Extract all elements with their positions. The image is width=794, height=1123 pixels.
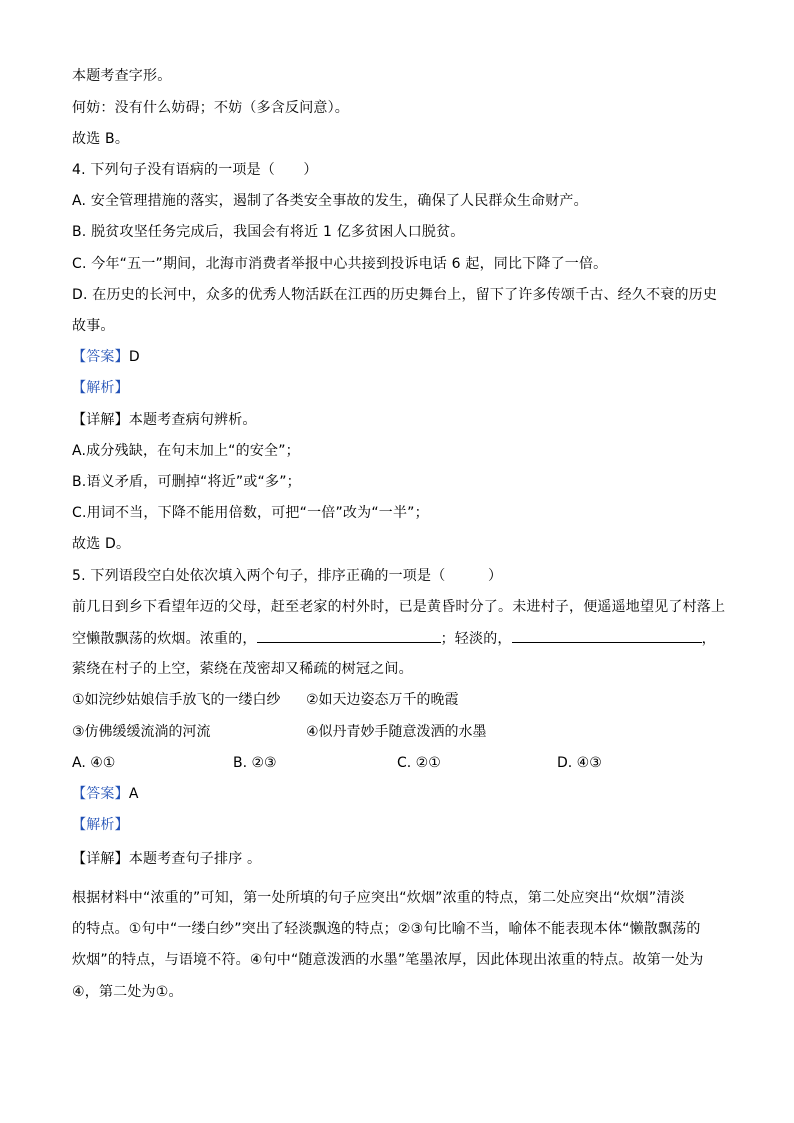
- analysis-tag: 【解析】: [72, 817, 129, 833]
- detail-tag: 【详解】: [72, 412, 129, 428]
- question-5-explanation-line-1: 根据材料中“浓重的”可知，第一处所填的句子应突出“炊烟”浓重的特点，第二处应突出“炊烟”清淡: [72, 890, 685, 906]
- detail-text: 本题考查句子排序 。: [128, 851, 262, 867]
- fill-blank-1: [257, 628, 441, 643]
- question-4-option-a: A. 安全管理措施的落实，遏制了各类安全事故的发生，确保了人民群众生命财产。: [72, 193, 588, 209]
- answer-tag: 【答案】: [72, 786, 129, 802]
- question-4-option-c: C. 今年“五一”期间，北海市消费者举报中心共接到投诉电话 6 起，同比下降了一倍。: [72, 256, 608, 272]
- question-5-answer: [72, 784, 139, 804]
- question-5-explanation-line-3: 炊烟”的特点，与语境不符。④句中“随意泼洒的水墨”笔墨浓厚，因此体现出浓重的特点。故第一处为: [72, 952, 704, 968]
- question-5-detail: [72, 849, 261, 869]
- passage-fragment: ，: [701, 631, 716, 647]
- answer-value: D: [128, 349, 140, 365]
- passage-fragment: 空懒散飘荡的炊烟。浓重的，: [72, 631, 257, 647]
- question-5-stem: 5. 下列语段空白处依次填入两个句子，排序正确的一项是（ ）: [72, 568, 503, 584]
- question-5-option-b: B. ②③: [233, 755, 277, 771]
- text-line: 本题考查字形。: [72, 68, 172, 84]
- question-4-explain-c: C.用词不当，下降不能用倍数，可把“一倍”改为“一半”；: [72, 505, 429, 521]
- answer-value: A: [128, 786, 139, 802]
- text-line: 何妨：没有什么妨碍；不妨（多含反问意）。: [72, 100, 349, 116]
- question-4-option-d-cont: 故事。: [72, 318, 115, 334]
- question-4-option-d: D. 在历史的长河中，众多的优秀人物活跃在江西的历史舞台上，留下了许多传颂千古、经久不衰的历史: [72, 287, 718, 303]
- question-5-explanation-line-2: 的特点。①句中“一缕白纱”突出了轻淡飘逸的特点；②③句比喻不当，喻体不能表现本体“懒散飘荡的: [72, 921, 701, 937]
- question-5-passage-line-3: 萦绕在村子的上空，萦绕在茂密却又稀疏的树冠之间。: [72, 661, 413, 677]
- question-4-answer: [72, 347, 140, 367]
- question-5-passage-line-2: [72, 628, 716, 649]
- sentence-option-4: ④似丹青妙手随意泼洒的水墨: [306, 724, 487, 740]
- question-5-option-c: C. ②①: [397, 755, 441, 771]
- detail-text: 本题考查病句辨析。: [128, 412, 257, 428]
- detail-tag: 【详解】: [72, 851, 129, 867]
- question-5-option-d: D. ④③: [557, 755, 602, 771]
- sentence-option-3: ③仿佛缓缓流淌的河流: [72, 724, 211, 740]
- passage-fragment: ；轻淡的，: [440, 631, 512, 647]
- sentence-option-2: ②如天边姿态万千的晚霞: [306, 692, 459, 708]
- analysis-tag: 【解析】: [72, 380, 129, 396]
- fill-blank-2: [512, 628, 702, 643]
- question-4-explain-b: B.语义矛盾，可删掉“将近”或“多”；: [72, 474, 301, 490]
- sentence-option-1: ①如浣纱姑娘信手放飞的一缕白纱: [72, 692, 281, 708]
- text-line: 故选 B。: [72, 131, 130, 147]
- question-4-option-b: B. 脱贫攻坚任务完成后，我国会有将近 1 亿多贫困人口脱贫。: [72, 224, 465, 240]
- answer-tag: 【答案】: [72, 349, 129, 365]
- question-4-detail: [72, 410, 257, 430]
- question-4-explain-a: A.成分残缺，在句末加上“的安全”；: [72, 443, 300, 459]
- question-4-stem: 4. 下列句子没有语病的一项是（ ）: [72, 162, 318, 178]
- question-4-analysis-heading: [72, 378, 129, 398]
- question-5-explanation-line-4: ④，第二处为①。: [72, 984, 183, 1000]
- question-5-option-a: A. ④①: [72, 755, 116, 771]
- question-5-analysis-heading: [72, 815, 129, 835]
- question-5-passage-line-1: 前几日到乡下看望年迈的父母，赶至老家的村外时，已是黄昏时分了。未进村子，便遥遥地望见了村落上: [72, 599, 726, 615]
- question-4-final: 故选 D。: [72, 536, 131, 552]
